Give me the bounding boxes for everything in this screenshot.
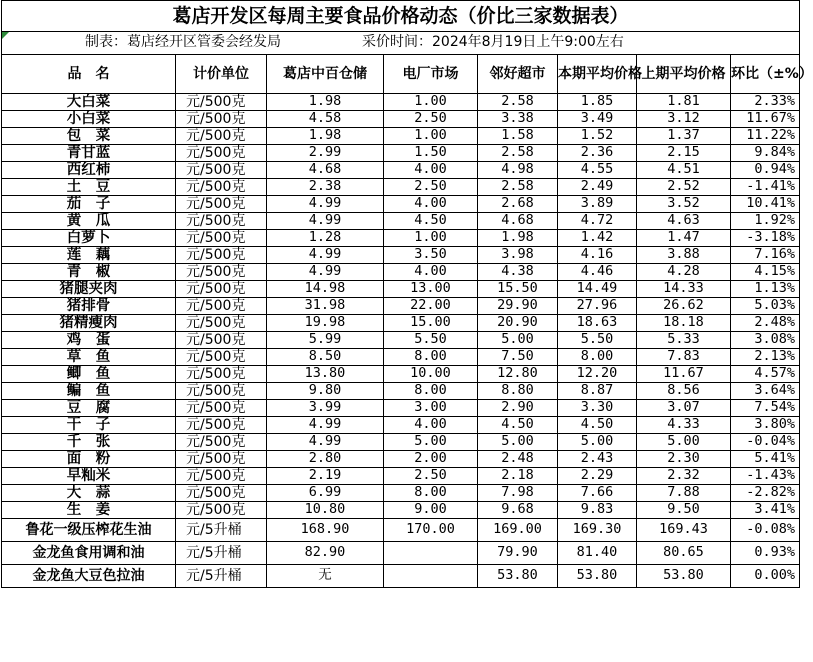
price-unit: 元/500克 <box>176 349 267 366</box>
price-change: 3.08% <box>731 332 800 349</box>
price-unit: 元/500克 <box>176 179 267 196</box>
price-store-b: 1.00 <box>384 230 478 247</box>
table-row <box>2 247 800 264</box>
price-change: 3.64% <box>731 383 800 400</box>
price-avg-this: 53.80 <box>558 565 637 588</box>
price-store-a: 4.99 <box>267 213 384 230</box>
price-change: 0.93% <box>731 542 800 565</box>
item-name: 小白菜 <box>2 111 176 128</box>
item-name: 鸡 蛋 <box>2 332 176 349</box>
price-store-a: 4.99 <box>267 264 384 281</box>
price-store-c: 29.90 <box>478 298 558 315</box>
price-avg-last: 1.81 <box>637 94 731 111</box>
price-change: 5.41% <box>731 451 800 468</box>
price-store-b: 3.00 <box>384 400 478 417</box>
table-row <box>2 434 800 451</box>
item-name: 大白菜 <box>2 94 176 111</box>
price-store-c: 8.80 <box>478 383 558 400</box>
price-change: 3.41% <box>731 502 800 519</box>
price-avg-last: 7.83 <box>637 349 731 366</box>
price-store-c: 5.00 <box>478 434 558 451</box>
price-store-b: 4.00 <box>384 196 478 213</box>
price-unit: 元/500克 <box>176 145 267 162</box>
price-store-b: 1.50 <box>384 145 478 162</box>
price-change: -0.04% <box>731 434 800 451</box>
price-change: -1.41% <box>731 179 800 196</box>
price-avg-this: 4.72 <box>558 213 637 230</box>
price-store-c: 2.58 <box>478 145 558 162</box>
price-change: 4.57% <box>731 366 800 383</box>
price-store-b: 13.00 <box>384 281 478 298</box>
table-row <box>2 162 800 179</box>
price-unit: 元/500克 <box>176 383 267 400</box>
price-unit: 元/500克 <box>176 247 267 264</box>
item-name: 青甘蓝 <box>2 145 176 162</box>
price-change: 3.80% <box>731 417 800 434</box>
price-store-c: 3.98 <box>478 247 558 264</box>
price-store-c: 5.00 <box>478 332 558 349</box>
price-change: 11.22% <box>731 128 800 145</box>
price-change: 1.92% <box>731 213 800 230</box>
table-row <box>2 196 800 213</box>
price-avg-last: 14.33 <box>637 281 731 298</box>
table-row <box>2 468 800 485</box>
price-store-a: 14.98 <box>267 281 384 298</box>
price-store-c: 4.98 <box>478 162 558 179</box>
price-store-a: 10.80 <box>267 502 384 519</box>
item-name: 大 蒜 <box>2 485 176 502</box>
header-avg-this: 本期平均价格 <box>558 55 637 94</box>
price-store-a: 1.98 <box>267 94 384 111</box>
price-store-a: 4.68 <box>267 162 384 179</box>
price-store-c: 2.90 <box>478 400 558 417</box>
table-row <box>2 502 800 519</box>
price-store-b: 10.00 <box>384 366 478 383</box>
table-row <box>2 542 800 565</box>
price-unit: 元/500克 <box>176 162 267 179</box>
table-row <box>2 128 800 145</box>
price-change: 2.13% <box>731 349 800 366</box>
price-avg-this: 14.49 <box>558 281 637 298</box>
item-name: 莲 藕 <box>2 247 176 264</box>
price-store-a: 168.90 <box>267 519 384 542</box>
price-store-a: 4.99 <box>267 434 384 451</box>
price-store-a: 1.28 <box>267 230 384 247</box>
price-unit: 元/500克 <box>176 451 267 468</box>
price-avg-this: 3.49 <box>558 111 637 128</box>
price-avg-this: 169.30 <box>558 519 637 542</box>
price-change: -1.43% <box>731 468 800 485</box>
price-store-a: 3.99 <box>267 400 384 417</box>
price-change: 9.84% <box>731 145 800 162</box>
price-store-b: 4.00 <box>384 264 478 281</box>
price-unit: 元/500克 <box>176 332 267 349</box>
header-store-b: 电厂市场 <box>384 55 478 94</box>
price-store-b: 5.50 <box>384 332 478 349</box>
price-unit: 元/5升桶 <box>176 565 267 588</box>
item-name: 豆 腐 <box>2 400 176 417</box>
item-name: 面 粉 <box>2 451 176 468</box>
price-avg-this: 1.52 <box>558 128 637 145</box>
price-avg-last: 2.15 <box>637 145 731 162</box>
item-name: 鲫 鱼 <box>2 366 176 383</box>
price-avg-this: 2.29 <box>558 468 637 485</box>
maker-label: 制表：葛店经开区管委会经发局 <box>85 34 281 50</box>
price-sheet <box>1 0 813 588</box>
price-avg-this: 27.96 <box>558 298 637 315</box>
price-unit: 元/500克 <box>176 400 267 417</box>
item-name: 黄 瓜 <box>2 213 176 230</box>
price-unit: 元/500克 <box>176 213 267 230</box>
price-store-c: 12.80 <box>478 366 558 383</box>
price-change: 5.03% <box>731 298 800 315</box>
table-row <box>2 451 800 468</box>
price-store-b: 9.00 <box>384 502 478 519</box>
table-row <box>2 349 800 366</box>
item-name: 包 菜 <box>2 128 176 145</box>
price-store-c: 2.18 <box>478 468 558 485</box>
price-store-a: 5.99 <box>267 332 384 349</box>
price-unit: 元/500克 <box>176 485 267 502</box>
table-row <box>2 179 800 196</box>
price-avg-last: 80.65 <box>637 542 731 565</box>
item-name: 生 姜 <box>2 502 176 519</box>
item-name: 土 豆 <box>2 179 176 196</box>
price-avg-last: 2.30 <box>637 451 731 468</box>
table-title: 葛店开发区每周主要食品价格动态（价比三家数据表） <box>2 1 800 32</box>
price-store-b: 2.00 <box>384 451 478 468</box>
price-store-a: 19.98 <box>267 315 384 332</box>
price-unit: 元/500克 <box>176 315 267 332</box>
price-store-c: 9.68 <box>478 502 558 519</box>
price-store-c: 15.50 <box>478 281 558 298</box>
table-row <box>2 298 800 315</box>
item-name: 青 椒 <box>2 264 176 281</box>
price-unit: 元/500克 <box>176 230 267 247</box>
price-store-b: 1.00 <box>384 128 478 145</box>
price-store-b: 3.50 <box>384 247 478 264</box>
price-unit: 元/500克 <box>176 264 267 281</box>
price-store-c: 2.48 <box>478 451 558 468</box>
table-row <box>2 111 800 128</box>
price-avg-this: 1.85 <box>558 94 637 111</box>
price-unit: 元/500克 <box>176 94 267 111</box>
price-store-a: 4.99 <box>267 196 384 213</box>
price-store-b <box>384 542 478 565</box>
price-store-a: 13.80 <box>267 366 384 383</box>
price-store-c: 169.00 <box>478 519 558 542</box>
price-change: 1.13% <box>731 281 800 298</box>
price-avg-this: 7.66 <box>558 485 637 502</box>
price-store-a: 无 <box>267 565 384 588</box>
header-row <box>2 55 800 94</box>
price-change: 4.15% <box>731 264 800 281</box>
price-avg-last: 3.12 <box>637 111 731 128</box>
price-store-c: 7.50 <box>478 349 558 366</box>
item-name: 茄 子 <box>2 196 176 213</box>
price-avg-this: 2.36 <box>558 145 637 162</box>
price-change: -0.08% <box>731 519 800 542</box>
price-store-c: 2.58 <box>478 94 558 111</box>
item-name: 草 鱼 <box>2 349 176 366</box>
price-store-b: 15.00 <box>384 315 478 332</box>
price-store-a: 6.99 <box>267 485 384 502</box>
price-store-a: 2.19 <box>267 468 384 485</box>
price-avg-last: 169.43 <box>637 519 731 542</box>
table-row <box>2 332 800 349</box>
price-avg-last: 7.88 <box>637 485 731 502</box>
price-unit: 元/500克 <box>176 417 267 434</box>
price-avg-this: 9.83 <box>558 502 637 519</box>
price-avg-last: 4.33 <box>637 417 731 434</box>
price-unit: 元/5升桶 <box>176 542 267 565</box>
price-avg-last: 4.28 <box>637 264 731 281</box>
price-store-c: 79.90 <box>478 542 558 565</box>
price-store-a: 1.98 <box>267 128 384 145</box>
price-change: -2.82% <box>731 485 800 502</box>
item-name: 早籼米 <box>2 468 176 485</box>
price-store-a: 2.99 <box>267 145 384 162</box>
header-unit: 计价单位 <box>176 55 267 94</box>
price-avg-this: 1.42 <box>558 230 637 247</box>
price-avg-last: 53.80 <box>637 565 731 588</box>
price-avg-this: 8.00 <box>558 349 637 366</box>
price-change: -3.18% <box>731 230 800 247</box>
price-avg-last: 4.51 <box>637 162 731 179</box>
item-name: 千 张 <box>2 434 176 451</box>
collection-time: 采价时间：2024年8月19日上午9:00左右 <box>362 34 624 50</box>
price-table <box>1 0 813 588</box>
price-unit: 元/500克 <box>176 111 267 128</box>
price-avg-last: 11.67 <box>637 366 731 383</box>
table-row <box>2 383 800 400</box>
price-unit: 元/5升桶 <box>176 519 267 542</box>
price-store-c: 4.68 <box>478 213 558 230</box>
table-row <box>2 519 800 542</box>
price-avg-this: 81.40 <box>558 542 637 565</box>
price-unit: 元/500克 <box>176 366 267 383</box>
price-store-a: 31.98 <box>267 298 384 315</box>
price-store-a: 2.80 <box>267 451 384 468</box>
price-change: 0.94% <box>731 162 800 179</box>
item-name: 鲁花一级压榨花生油 <box>2 519 176 542</box>
price-avg-last: 5.33 <box>637 332 731 349</box>
price-store-b: 4.00 <box>384 417 478 434</box>
item-name: 猪排骨 <box>2 298 176 315</box>
price-change: 2.33% <box>731 94 800 111</box>
price-store-a: 8.50 <box>267 349 384 366</box>
price-avg-last: 26.62 <box>637 298 731 315</box>
price-store-a: 4.58 <box>267 111 384 128</box>
price-avg-this: 3.30 <box>558 400 637 417</box>
price-avg-this: 4.16 <box>558 247 637 264</box>
table-row <box>2 417 800 434</box>
price-avg-last: 3.52 <box>637 196 731 213</box>
header-avg-last: 上期平均价格 <box>637 55 731 94</box>
price-avg-this: 5.50 <box>558 332 637 349</box>
price-store-b <box>384 565 478 588</box>
price-store-b: 4.50 <box>384 213 478 230</box>
price-avg-this: 2.49 <box>558 179 637 196</box>
price-avg-last: 4.63 <box>637 213 731 230</box>
price-change: 11.67% <box>731 111 800 128</box>
price-store-a: 4.99 <box>267 247 384 264</box>
table-row <box>2 315 800 332</box>
price-store-b: 8.00 <box>384 485 478 502</box>
table-info <box>2 32 800 55</box>
price-change: 2.48% <box>731 315 800 332</box>
price-store-a: 4.99 <box>267 417 384 434</box>
price-avg-last: 2.52 <box>637 179 731 196</box>
price-avg-last: 9.50 <box>637 502 731 519</box>
table-row <box>2 400 800 417</box>
price-store-b: 2.50 <box>384 179 478 196</box>
price-unit: 元/500克 <box>176 298 267 315</box>
price-store-c: 20.90 <box>478 315 558 332</box>
price-store-c: 7.98 <box>478 485 558 502</box>
price-change: 7.54% <box>731 400 800 417</box>
price-unit: 元/500克 <box>176 196 267 213</box>
table-row <box>2 366 800 383</box>
price-store-b: 8.00 <box>384 349 478 366</box>
price-avg-this: 18.63 <box>558 315 637 332</box>
price-store-c: 1.58 <box>478 128 558 145</box>
item-name: 猪腿夹肉 <box>2 281 176 298</box>
price-store-b: 4.00 <box>384 162 478 179</box>
price-store-c: 2.58 <box>478 179 558 196</box>
price-change: 10.41% <box>731 196 800 213</box>
price-avg-this: 5.00 <box>558 434 637 451</box>
price-store-b: 2.50 <box>384 468 478 485</box>
price-store-c: 3.38 <box>478 111 558 128</box>
price-store-c: 4.38 <box>478 264 558 281</box>
price-avg-this: 4.50 <box>558 417 637 434</box>
item-name: 西红柿 <box>2 162 176 179</box>
price-avg-last: 5.00 <box>637 434 731 451</box>
item-name: 金龙鱼大豆色拉油 <box>2 565 176 588</box>
table-row <box>2 94 800 111</box>
price-unit: 元/500克 <box>176 502 267 519</box>
price-store-a: 82.90 <box>267 542 384 565</box>
price-avg-last: 8.56 <box>637 383 731 400</box>
price-unit: 元/500克 <box>176 434 267 451</box>
price-avg-this: 3.89 <box>558 196 637 213</box>
price-unit: 元/500克 <box>176 281 267 298</box>
price-store-b: 2.50 <box>384 111 478 128</box>
header-store-c: 邻好超市 <box>478 55 558 94</box>
price-avg-this: 2.43 <box>558 451 637 468</box>
price-store-c: 53.80 <box>478 565 558 588</box>
price-avg-last: 18.18 <box>637 315 731 332</box>
price-store-a: 9.80 <box>267 383 384 400</box>
item-name: 金龙鱼食用调和油 <box>2 542 176 565</box>
item-name: 鳊 鱼 <box>2 383 176 400</box>
table-row <box>2 281 800 298</box>
table-row <box>2 264 800 281</box>
price-store-b: 8.00 <box>384 383 478 400</box>
price-store-c: 4.50 <box>478 417 558 434</box>
price-avg-this: 8.87 <box>558 383 637 400</box>
price-avg-last: 1.37 <box>637 128 731 145</box>
item-name: 白萝卜 <box>2 230 176 247</box>
price-store-b: 5.00 <box>384 434 478 451</box>
price-unit: 元/500克 <box>176 468 267 485</box>
price-change: 7.16% <box>731 247 800 264</box>
price-avg-this: 12.20 <box>558 366 637 383</box>
price-store-b: 170.00 <box>384 519 478 542</box>
price-avg-last: 3.88 <box>637 247 731 264</box>
price-change: 0.00% <box>731 565 800 588</box>
price-store-c: 1.98 <box>478 230 558 247</box>
price-unit: 元/500克 <box>176 128 267 145</box>
price-avg-this: 4.46 <box>558 264 637 281</box>
price-avg-this: 4.55 <box>558 162 637 179</box>
price-store-c: 2.68 <box>478 196 558 213</box>
header-change: 环比（±%） <box>731 55 800 94</box>
price-store-a: 2.38 <box>267 179 384 196</box>
price-store-b: 1.00 <box>384 94 478 111</box>
price-avg-last: 3.07 <box>637 400 731 417</box>
header-store-a: 葛店中百仓储 <box>267 55 384 94</box>
price-avg-last: 1.47 <box>637 230 731 247</box>
table-row <box>2 565 800 588</box>
price-avg-last: 2.32 <box>637 468 731 485</box>
table-row <box>2 230 800 247</box>
table-row <box>2 145 800 162</box>
table-row <box>2 485 800 502</box>
item-name: 猪精瘦肉 <box>2 315 176 332</box>
item-name: 干 子 <box>2 417 176 434</box>
price-store-b: 22.00 <box>384 298 478 315</box>
header-name: 品 名 <box>2 55 176 94</box>
table-row <box>2 213 800 230</box>
